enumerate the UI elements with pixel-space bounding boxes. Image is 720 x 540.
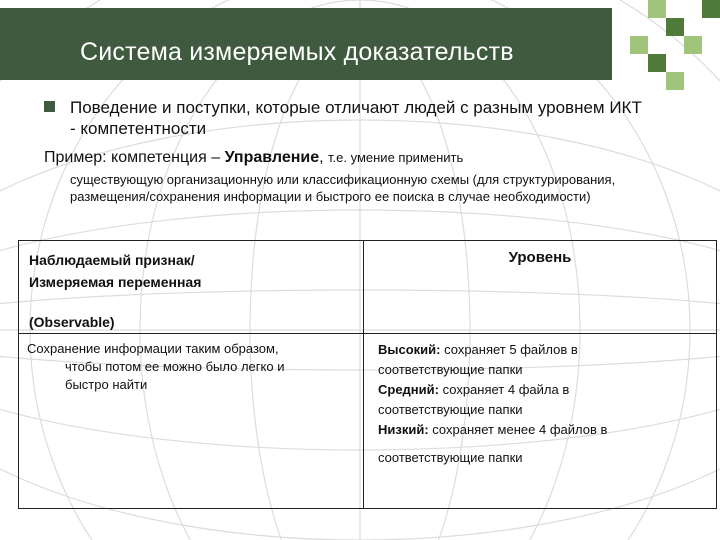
level-high: Высокий: сохраняет 5 файлов в <box>378 342 578 357</box>
example-small: т.е. умение применить <box>328 150 464 165</box>
example-line: Пример: компетенция – Управление, т.е. умение применить <box>44 149 464 166</box>
observable-table <box>18 240 717 509</box>
observable-description-cell: Сохранение информации таким образом, чтобы потом ее можно было легко и быстро найти <box>19 334 364 509</box>
header-left-line3: (Observable) <box>29 314 115 330</box>
header-level-cell <box>364 241 717 334</box>
decorative-squares <box>612 0 720 90</box>
title-bar <box>0 8 612 80</box>
example-term: Управление <box>224 149 320 166</box>
example-prefix: Пример: компетенция – <box>44 149 225 166</box>
slide-title: Система измеряемых доказательств <box>80 38 514 66</box>
square-bullet-icon <box>44 101 55 112</box>
table-row <box>19 334 717 509</box>
header-left-line1: Наблюдаемый признак/ <box>29 252 195 268</box>
header-left-line2: Измеряемая переменная <box>29 274 202 290</box>
level-medium: Средний: сохраняет 4 файла в <box>378 382 570 397</box>
table-header-row <box>19 241 717 334</box>
header-observable-cell <box>19 241 364 334</box>
level-low: Низкий: сохраняет менее 4 файлов в <box>378 422 608 437</box>
bullet-text: Поведение и поступки, которые отличают людей с разным уровнем ИКТ - компетентности <box>70 98 642 138</box>
header-level-label: Уровень <box>508 249 572 266</box>
example-continuation: существующую организационную или классификационную схемы (для структурирования, размещения/сохранения информации и быстрого ее поиска в случае необходимости) <box>70 172 616 204</box>
levels-cell: Высокий: сохраняет 5 файлов в соответствующие папки Средний: сохраняет 4 файла в соответствующие папки Низкий: сохраняет менее 4 файлов в соответствующие папки <box>364 334 717 509</box>
